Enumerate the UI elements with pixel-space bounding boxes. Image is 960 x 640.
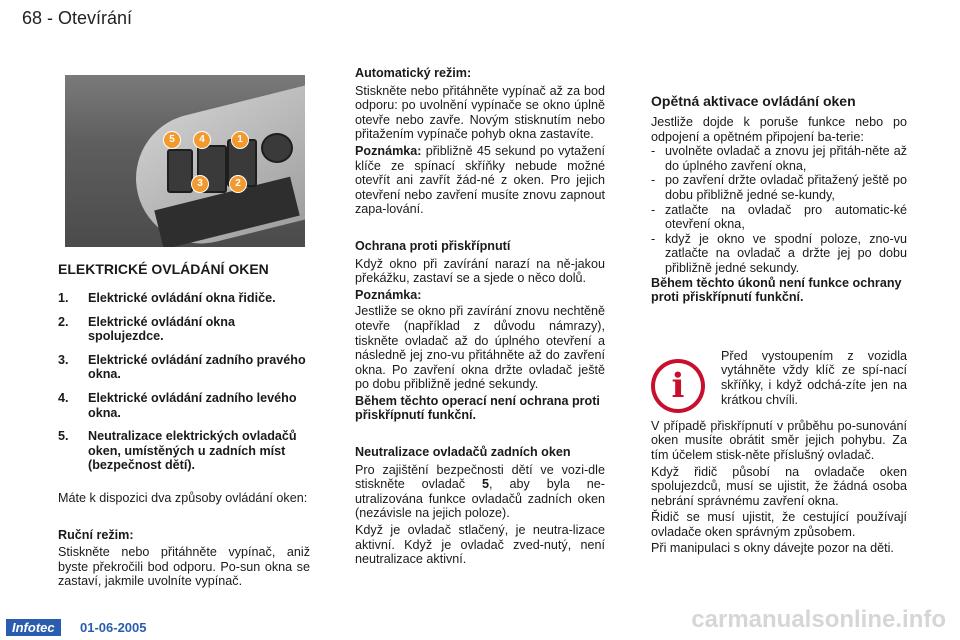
infotec-logo: Infotec [6, 619, 61, 636]
marker-4: 4 [193, 131, 211, 149]
pinch-warning: Během těchto operací není ochrana proti přiskřípnutí funkční. [355, 393, 600, 423]
note2-label: Poznámka: [355, 287, 422, 302]
mirror-knob [261, 133, 293, 163]
rear-neutral-text-2: Když je ovladač stlačený, je neutra-lizace aktivní. Když je ovladač zved-nutý, není neutralizace aktivní. [355, 523, 605, 567]
intro-text: Máte k dispozici dva způsoby ovládání oken: [58, 490, 308, 505]
section-heading: ELEKTRICKÉ OVLÁDÁNÍ OKEN [58, 261, 269, 277]
pinch-title: Ochrana proti přiskřípnutí [355, 238, 511, 253]
marker-2: 2 [229, 175, 247, 193]
column-1 [58, 262, 310, 589]
rear-neutral-text: Pro zajištění bezpečnosti dětí ve vozi-dle stiskněte ovladač 5, aby byla ne-utralizována funkce ovladačů zadních oken (nezávisle na jejich poloze). [355, 462, 605, 521]
rear-neutral-title: Neutralizace ovladačů zadních oken [355, 445, 571, 460]
paragraph: Při manipulaci s okny dávejte pozor na děti. [651, 541, 894, 556]
reactivation-warning: Během těchto úkonů není funkce ochrany proti přiskřípnutí funkční. [651, 275, 902, 305]
list-item: 4. Elektrické ovládání zadního levého okna. [58, 390, 297, 420]
paragraph: Když řidič působí na ovladače oken spolujezdců, musí se ujistit, že žádná osoba nebrání správnému zavření okna. [651, 464, 907, 508]
control-list [58, 291, 310, 473]
list-item: - uvolněte ovladač a znovu jej přitáh-něte až do úplného zavření okna, [651, 144, 907, 173]
pinch-text: Když okno při zavírání narazí na ně-jakou překážku, zastaví se a sjede o něco dolů. [355, 256, 605, 286]
note-paragraph: Poznámka: přibližně 45 sekund po vytažení klíče ze spínací skříňky nebude možné otevřít ani zavřít žád-né z oken. Pro jejich otevření nebo zavření musíte znovu zapnout zapa-lování. [355, 143, 605, 217]
marker-1: 1 [231, 131, 249, 149]
reactivation-steps [651, 144, 907, 275]
auto-mode-text: Stiskněte nebo přitáhněte vypínač až za bod odporu: po uvolnění vypínače se okno úplně otevře nebo zavře. Novým stisknutím nebo přitažením vypínače pohyb okna zastavíte. [355, 83, 605, 142]
switch-5 [167, 149, 193, 193]
auto-mode-title: Automatický režim: [355, 66, 472, 80]
reactivation-intro: Jestliže dojde k poruše funkce nebo po odpojení a opětném připojení ba-terie: [651, 115, 907, 144]
list-item: 1. Elektrické ovládání okna řidiče. [58, 291, 276, 305]
list-item: 5. Neutralizace elektrických ovladačů oken, umístěných u zadních míst (bezpečnost dětí). [58, 429, 297, 473]
marker-5: 5 [163, 131, 181, 149]
list-item: - po zavření držte ovladač přitažený ještě po dobu přibližně jedné se-kundy, [651, 173, 907, 202]
manual-mode-title: Ruční režim: [58, 527, 134, 542]
note2-text: Jestliže se okno při zavírání znovu nechtěně otevře (například z důvodu námrazy), tiskněte ovladač až do úplného otevření a následně jej zno-vu přitáhněte až do zavření okna. Po zavření okna držte ovladač ještě po dobu přibližně jedné sekundy. [355, 304, 605, 392]
list-item: - zatlačte na ovladač pro automatic-ké otevření okna, [651, 202, 907, 232]
reactivation-title: Opětná aktivace ovládání oken [651, 93, 856, 109]
list-item: - když je okno ve spodní poloze, zno-vu zatlačte na ovladač a držte jej po dobu přibližně jedné sekundy. [651, 231, 907, 275]
marker-3: 3 [191, 175, 209, 193]
window-switch-photo [65, 75, 305, 247]
page-title: 68 - Otevírání [22, 8, 133, 28]
paragraph: V případě přiskřípnutí v průběhu po-sunování oken musíte obrátit směr jejich pohybu. Za tím účelem stisk-něte příslušný ovladač. [651, 418, 907, 462]
list-item: 3. Elektrické ovládání zadního pravého okna. [58, 352, 306, 382]
info-box [651, 349, 907, 413]
manual-mode-text: Stiskněte nebo přitáhněte vypínač, aniž byste překročili bod odporu. Po-sun okna se zastaví, jakmile uvolníte vypínač. [58, 545, 310, 589]
paragraph: Řidič se musí ujistit, že cestující používají ovladače oken správným způsobem. [651, 510, 907, 539]
info-icon: i [651, 359, 705, 413]
info-text: Před vystoupením z vozidla vytáhněte vždy klíč ze spí-nací skříňky, i když odchá-zíte jen na krátkou chvíli. [721, 348, 907, 407]
column-3 [651, 94, 907, 556]
footer-date: 01-06-2005 [80, 620, 147, 635]
list-item: 2. Elektrické ovládání okna spolujezdce. [58, 314, 235, 344]
watermark: carmanualsonline.info [691, 606, 946, 633]
column-2 [355, 66, 605, 567]
